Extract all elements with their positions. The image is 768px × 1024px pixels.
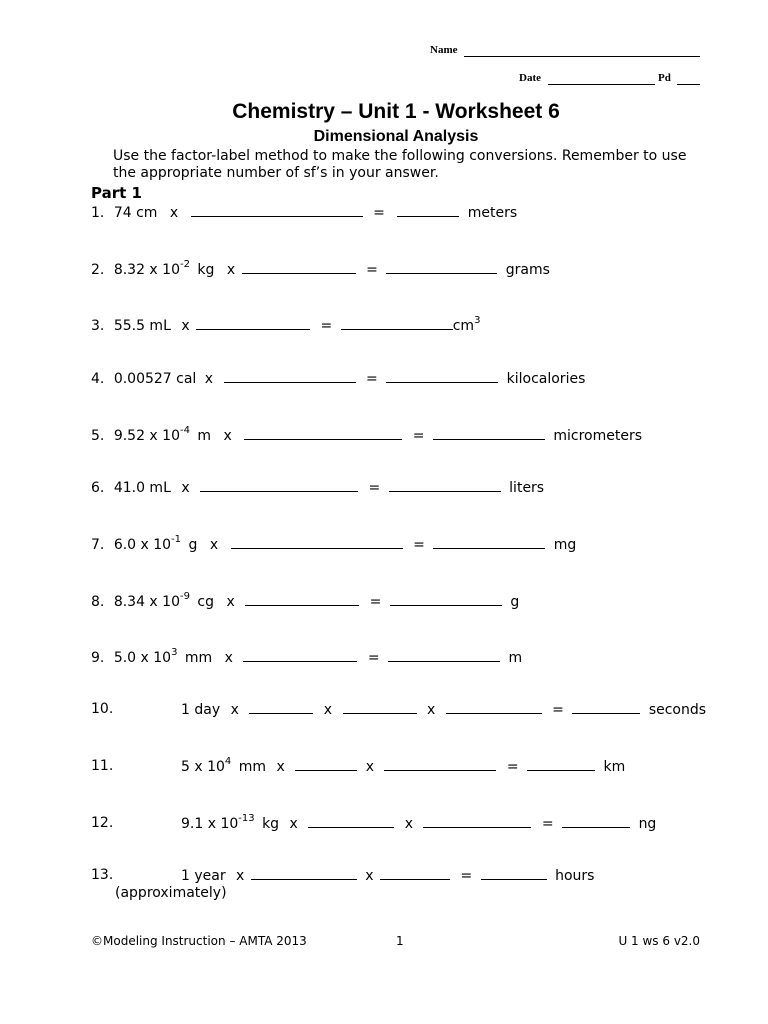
- question-10-body: [181, 700, 706, 719]
- q-equals: =: [365, 371, 378, 387]
- q-given-unit: m: [197, 428, 212, 444]
- question-4: [91, 369, 585, 388]
- factor-blank[interactable]: [231, 535, 403, 549]
- q-given: 41.0 mL: [113, 480, 171, 496]
- q-exponent: -2: [179, 259, 190, 271]
- date-label: [519, 72, 541, 84]
- pd-field[interactable]: [677, 72, 700, 85]
- factor-blank[interactable]: [224, 369, 356, 383]
- q-given-unit: mm: [238, 759, 267, 775]
- question-7: [91, 535, 576, 554]
- factor-blank-1[interactable]: [295, 757, 357, 771]
- q-number: 6.: [91, 480, 105, 496]
- q-unit: meters: [467, 205, 518, 221]
- q-equals: =: [413, 537, 425, 553]
- page-title: Chemistry – Unit 1 - Worksheet 6: [232, 100, 560, 123]
- q-given: 5.0 x 10: [113, 650, 172, 666]
- pd-label: [658, 72, 671, 84]
- q-times: x: [230, 702, 239, 718]
- answer-blank[interactable]: [386, 260, 497, 274]
- q-given: 9.52 x 10: [113, 428, 180, 444]
- q-given-unit: kg: [197, 262, 215, 278]
- question-11-body: [181, 757, 625, 776]
- factor-blank-2[interactable]: [423, 814, 531, 828]
- q-given: 1 day: [181, 702, 221, 718]
- q-equals: =: [320, 318, 333, 334]
- q-number: 13.: [91, 867, 114, 883]
- question-12-body: [181, 814, 656, 833]
- q-number: 10.: [91, 701, 114, 717]
- factor-blank-2[interactable]: [384, 757, 496, 771]
- name-label-text: Name: [430, 44, 458, 56]
- q-times: x: [289, 816, 298, 832]
- q-exponent: -4: [179, 425, 190, 437]
- q-times: x: [226, 262, 236, 278]
- q-unit: hours: [555, 868, 595, 884]
- question-6: [91, 478, 544, 497]
- q-number: 2.: [91, 262, 105, 278]
- answer-blank[interactable]: [562, 814, 630, 828]
- name-field[interactable]: [464, 44, 700, 57]
- q-number: 11.: [91, 758, 114, 774]
- q-given-unit: kg: [262, 816, 280, 832]
- q-unit: kilocalories: [506, 371, 586, 387]
- pd-label-text: Pd: [658, 72, 671, 84]
- q-unit-exponent: 3: [474, 315, 481, 327]
- q-times: x: [226, 594, 235, 610]
- q-given-unit: mm: [184, 650, 213, 666]
- q-equals: =: [552, 702, 564, 718]
- q-given: 8.34 x 10: [113, 594, 180, 610]
- question-11: [91, 757, 113, 775]
- answer-blank[interactable]: [389, 478, 501, 492]
- q-equals: =: [369, 594, 382, 610]
- factor-blank[interactable]: [191, 203, 363, 217]
- answer-blank[interactable]: [341, 316, 453, 330]
- q-unit: seconds: [648, 702, 707, 718]
- answer-blank[interactable]: [390, 592, 502, 606]
- answer-blank[interactable]: [481, 866, 547, 880]
- factor-blank[interactable]: [196, 316, 310, 330]
- q-exponent: -9: [179, 591, 190, 603]
- question-3: [91, 316, 480, 335]
- answer-blank[interactable]: [572, 700, 640, 714]
- q-equals: =: [366, 262, 378, 278]
- q-unit: m: [508, 650, 523, 666]
- q-equals: =: [412, 428, 425, 444]
- q-given: 74 cm: [113, 205, 158, 221]
- q-exponent: 4: [224, 756, 232, 768]
- factor-blank-1[interactable]: [308, 814, 394, 828]
- q-number: 4.: [91, 371, 105, 387]
- factor-blank-2[interactable]: [380, 866, 450, 880]
- q-given: 5 x 10: [181, 759, 225, 775]
- question-9: [91, 648, 522, 667]
- q-times: x: [426, 702, 436, 718]
- q-unit: micrometers: [553, 428, 643, 444]
- q-number: 12.: [91, 815, 114, 831]
- q-unit: grams: [505, 262, 550, 278]
- factor-blank[interactable]: [244, 426, 402, 440]
- factor-blank[interactable]: [200, 478, 358, 492]
- question-8: [91, 592, 519, 611]
- factor-blank-1[interactable]: [251, 866, 357, 880]
- question-13-note: (approximately): [115, 885, 227, 901]
- answer-blank[interactable]: [433, 426, 545, 440]
- q-number: 7.: [91, 537, 105, 553]
- q-times: x: [404, 816, 414, 832]
- q-given: 9.1 x 10: [181, 816, 239, 832]
- question-10: [91, 700, 113, 718]
- q-times: x: [323, 702, 333, 718]
- q-given: 0.00527 cal: [113, 371, 197, 387]
- q-number: 9.: [91, 650, 105, 666]
- q-equals: =: [368, 480, 381, 496]
- q-unit: ng: [638, 816, 657, 832]
- q-times: x: [365, 868, 374, 884]
- question-13-body: [181, 866, 594, 885]
- q-times: x: [236, 868, 245, 884]
- question-13: [91, 866, 113, 884]
- question-1: [91, 203, 517, 222]
- q-equals: =: [460, 868, 473, 884]
- question-12: [91, 814, 113, 832]
- footer-page-number: 1: [396, 934, 404, 948]
- q-given: 55.5 mL: [113, 318, 171, 334]
- q-equals: =: [506, 759, 519, 775]
- answer-blank[interactable]: [397, 203, 459, 217]
- instructions: Use the factor-label method to make the following conversions. Remember to use the appropriate number of sf’s in your answer.: [113, 148, 687, 181]
- page-subtitle: Dimensional Analysis: [313, 128, 479, 145]
- q-given: 6.0 x 10: [113, 537, 172, 553]
- answer-blank[interactable]: [527, 757, 595, 771]
- part-label: Part 1: [91, 184, 142, 202]
- factor-blank[interactable]: [245, 592, 359, 606]
- q-times: x: [365, 759, 374, 775]
- q-exponent: -13: [238, 813, 255, 825]
- q-number: 5.: [91, 428, 105, 444]
- q-number: 3.: [91, 318, 105, 334]
- q-unit: g: [510, 594, 520, 610]
- q-times: x: [204, 371, 214, 387]
- date-field[interactable]: [548, 72, 655, 85]
- q-equals: =: [373, 205, 385, 221]
- q-times: x: [224, 650, 233, 666]
- q-exponent: 3: [171, 647, 178, 659]
- q-unit: mg: [553, 537, 577, 553]
- q-times: x: [169, 205, 179, 221]
- q-unit: liters: [509, 480, 545, 496]
- factor-blank[interactable]: [242, 260, 356, 274]
- factor-blank-2[interactable]: [343, 700, 417, 714]
- answer-blank[interactable]: [388, 648, 500, 662]
- q-exponent: -1: [171, 534, 182, 546]
- q-number: 8.: [91, 594, 105, 610]
- q-unit: cm: [452, 318, 475, 334]
- q-times: x: [181, 480, 190, 496]
- footer-version: U 1 ws 6 v2.0: [618, 934, 700, 948]
- q-number: 1.: [91, 205, 105, 221]
- q-unit: km: [603, 759, 626, 775]
- q-given: 1 year: [181, 868, 226, 884]
- factor-blank[interactable]: [243, 648, 357, 662]
- answer-blank[interactable]: [433, 535, 545, 549]
- q-given: 8.32 x 10: [113, 262, 180, 278]
- q-equals: =: [367, 650, 380, 666]
- q-times: x: [276, 759, 285, 775]
- q-times: x: [181, 318, 190, 334]
- factor-blank-1[interactable]: [249, 700, 313, 714]
- q-given-unit: cg: [197, 594, 215, 610]
- q-given-unit: g: [188, 537, 198, 553]
- date-label-text: Date: [519, 72, 541, 84]
- answer-blank[interactable]: [386, 369, 498, 383]
- question-2: [91, 260, 550, 279]
- name-label: [430, 44, 458, 56]
- q-times: x: [223, 428, 232, 444]
- question-5: [91, 426, 642, 445]
- footer-copyright: ©Modeling Instruction – AMTA 2013: [91, 934, 307, 948]
- q-equals: =: [541, 816, 554, 832]
- q-times: x: [209, 537, 219, 553]
- factor-blank-3[interactable]: [446, 700, 542, 714]
